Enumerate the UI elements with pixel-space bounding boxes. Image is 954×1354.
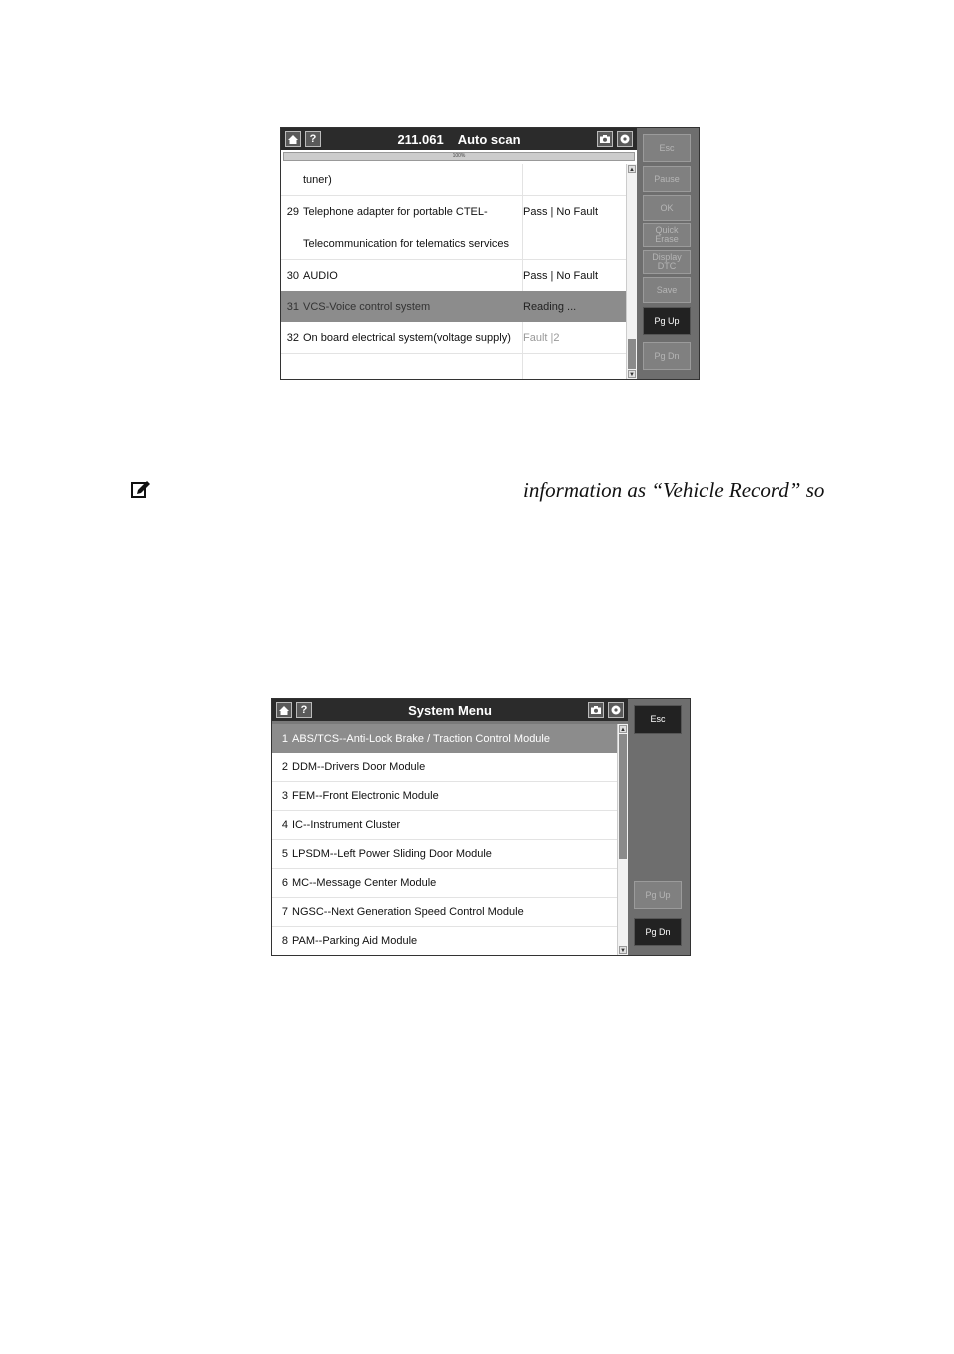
list-item[interactable] <box>281 322 637 354</box>
module-name: Telephone adapter for portable CTEL- <box>303 206 488 218</box>
camera-icon[interactable] <box>597 131 613 147</box>
page-title: System Menu <box>408 702 492 718</box>
scroll-thumb[interactable] <box>628 339 636 369</box>
list-item[interactable] <box>281 260 637 292</box>
row-number: 32 <box>286 331 299 344</box>
list-item[interactable] <box>272 840 628 869</box>
page-up-button[interactable]: Pg Up <box>643 307 691 335</box>
module-name: ABS/TCS--Anti-Lock Brake / Traction Control Module <box>292 732 550 745</box>
page-down-button[interactable]: Pg Dn <box>643 342 691 370</box>
module-name: FEM--Front Electronic Module <box>292 790 439 802</box>
system-menu-list <box>272 724 628 955</box>
side-button-bar <box>628 699 690 955</box>
display-dtc-button[interactable]: Display DTC <box>643 250 691 274</box>
list-item[interactable] <box>272 782 628 811</box>
home-icon[interactable] <box>285 131 301 147</box>
list-item[interactable] <box>272 869 628 898</box>
module-name: NGSC--Next Generation Speed Control Module <box>292 906 524 918</box>
progress-bar: 100% <box>283 152 635 161</box>
module-name: IC--Instrument Cluster <box>292 819 401 831</box>
scrollbar[interactable] <box>626 164 637 379</box>
list-item[interactable] <box>272 753 628 782</box>
list-item[interactable] <box>272 927 628 955</box>
list-item[interactable] <box>272 898 628 927</box>
scroll-thumb[interactable] <box>619 734 627 859</box>
page-up-button[interactable]: Pg Up <box>634 881 682 909</box>
scrollbar[interactable] <box>617 724 628 955</box>
row-number: 30 <box>286 269 299 282</box>
quick-erase-button[interactable]: Quick Erase <box>643 223 691 247</box>
scroll-down-icon[interactable]: ▼ <box>629 372 635 378</box>
record-icon[interactable] <box>617 131 633 147</box>
row-number: 29 <box>286 206 299 218</box>
row-number: 4 <box>281 819 288 831</box>
help-icon[interactable]: ? <box>296 702 312 718</box>
camera-icon[interactable] <box>588 702 604 718</box>
list-item[interactable] <box>281 164 637 196</box>
scroll-up-icon[interactable]: ▲ <box>629 167 635 173</box>
esc-button[interactable]: Esc <box>634 705 682 734</box>
row-number: 5 <box>281 848 288 860</box>
row-number: 7 <box>281 906 288 918</box>
note-pencil-icon <box>131 480 151 500</box>
list-item[interactable] <box>281 228 637 260</box>
module-name: DDM--Drivers Door Module <box>292 761 426 773</box>
module-name: PAM--Parking Aid Module <box>292 935 418 947</box>
ok-button[interactable]: OK <box>643 195 691 221</box>
row-number: 3 <box>281 790 288 802</box>
system-menu-screen <box>271 698 691 956</box>
row-number: 31 <box>286 300 299 313</box>
save-button[interactable]: Save <box>643 277 691 303</box>
auto-scan-screen <box>280 127 700 380</box>
row-number: 8 <box>281 935 288 947</box>
list-item-selected[interactable] <box>281 291 637 322</box>
list-item[interactable] <box>272 811 628 840</box>
module-name: tuner) <box>303 174 332 186</box>
home-icon[interactable] <box>276 702 292 718</box>
pause-button[interactable]: Pause <box>643 166 691 192</box>
help-icon[interactable]: ? <box>305 131 321 147</box>
row-number: 1 <box>281 732 288 745</box>
record-icon[interactable] <box>608 702 624 718</box>
title-bar <box>281 128 637 150</box>
scroll-up-icon[interactable]: ▲ <box>620 727 626 733</box>
title-bar <box>272 699 628 721</box>
row-number: 6 <box>281 877 288 889</box>
module-name: On board electrical system(voltage supply) <box>303 331 511 344</box>
esc-button[interactable]: Esc <box>643 134 691 162</box>
page-down-button[interactable]: Pg Dn <box>634 918 682 946</box>
list-item-selected[interactable] <box>272 724 628 753</box>
list-item[interactable] <box>281 196 637 228</box>
module-status: Pass | No Fault <box>523 269 598 282</box>
page-title: 211.061 Auto scan <box>397 131 521 147</box>
side-button-bar <box>637 128 699 379</box>
module-name: Telecommunication for telematics services <box>303 237 510 250</box>
module-status: Fault |2 <box>523 331 560 344</box>
module-name: VCS-Voice control system <box>303 300 431 313</box>
row-number: 2 <box>281 761 288 773</box>
module-status: Pass | No Fault <box>523 206 598 218</box>
scroll-down-icon[interactable]: ▼ <box>620 948 626 954</box>
module-name: AUDIO <box>303 269 338 282</box>
scan-results-panel <box>281 150 637 379</box>
module-status: Reading ... <box>523 300 577 313</box>
note-text: information as “Vehicle Record” so <box>523 478 825 502</box>
module-name: MC--Message Center Module <box>292 877 437 889</box>
module-name: LPSDM--Left Power Sliding Door Module <box>292 848 492 860</box>
